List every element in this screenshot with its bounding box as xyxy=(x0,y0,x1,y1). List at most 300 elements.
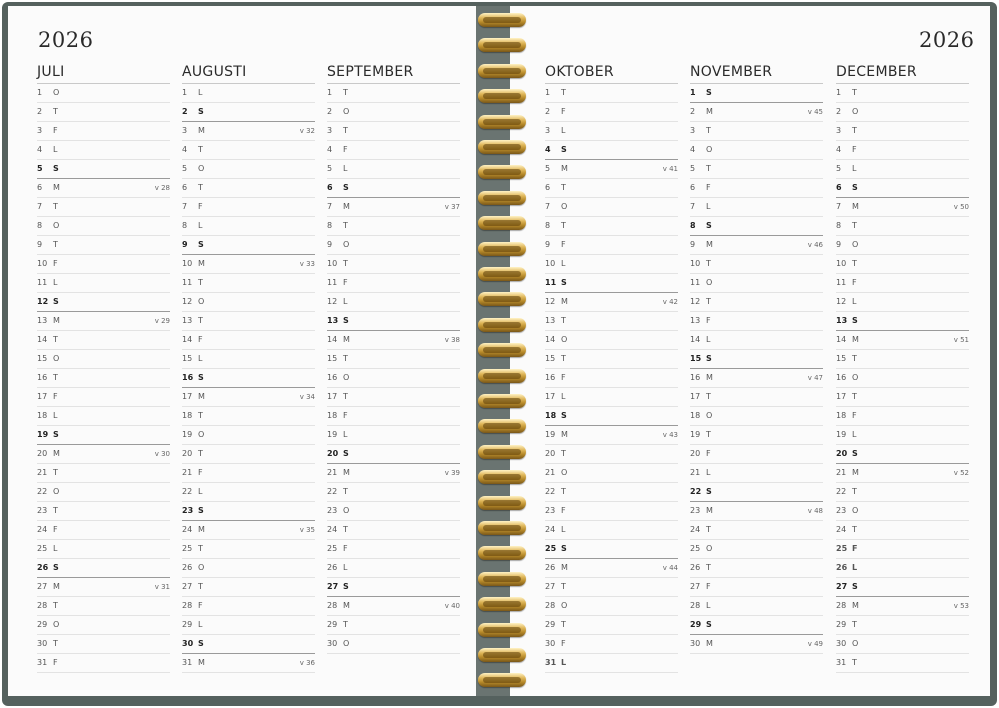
weekday-letter: L xyxy=(706,601,711,610)
weekday-letter: S xyxy=(561,278,567,287)
day-number: 26 xyxy=(37,563,49,572)
day-row xyxy=(690,521,823,540)
day-number: 23 xyxy=(37,506,48,515)
weekday-letter: T xyxy=(561,354,566,363)
month-november xyxy=(690,62,823,654)
day-row xyxy=(327,122,460,141)
day-number: 29 xyxy=(690,620,702,629)
day-number: 14 xyxy=(690,335,701,344)
weekday-letter: T xyxy=(852,221,857,230)
day-row xyxy=(545,445,678,464)
weekday-letter: M xyxy=(343,468,350,477)
day-number: 17 xyxy=(545,392,556,401)
day-row xyxy=(182,103,315,122)
weekday-letter: T xyxy=(53,107,58,116)
day-number: 29 xyxy=(37,620,48,629)
day-number: 22 xyxy=(37,487,48,496)
day-row xyxy=(182,122,315,141)
binding-ring xyxy=(478,572,526,586)
day-number: 28 xyxy=(182,601,193,610)
day-number: 24 xyxy=(37,525,48,534)
weekday-letter: L xyxy=(53,145,58,154)
day-row xyxy=(690,350,823,369)
day-number: 21 xyxy=(37,468,48,477)
day-row xyxy=(836,388,969,407)
day-number: 18 xyxy=(327,411,338,420)
day-row xyxy=(836,369,969,388)
day-row xyxy=(836,179,969,198)
day-number: 22 xyxy=(182,487,193,496)
weekday-letter: T xyxy=(343,221,348,230)
day-list xyxy=(545,84,678,673)
day-number: 11 xyxy=(545,278,557,287)
day-number: 18 xyxy=(690,411,701,420)
day-row xyxy=(545,521,678,540)
weekday-letter: S xyxy=(343,316,349,325)
day-number: 20 xyxy=(836,449,848,458)
weekday-letter: F xyxy=(198,601,203,610)
day-number: 2 xyxy=(690,107,696,116)
weekday-letter: T xyxy=(53,373,58,382)
week-number: v 49 xyxy=(807,640,823,648)
binding-ring xyxy=(478,38,526,52)
day-number: 18 xyxy=(182,411,193,420)
weekday-letter: S xyxy=(706,88,712,97)
day-number: 3 xyxy=(37,126,43,135)
day-number: 9 xyxy=(545,240,551,249)
day-row xyxy=(327,502,460,521)
day-row xyxy=(182,236,315,255)
week-number: v 52 xyxy=(953,469,969,477)
day-number: 10 xyxy=(37,259,48,268)
weekday-letter: O xyxy=(198,164,205,173)
weekday-letter: M xyxy=(53,316,60,325)
weekday-letter: O xyxy=(706,544,713,553)
day-row xyxy=(182,616,315,635)
day-number: 7 xyxy=(836,202,842,211)
binding-ring xyxy=(478,292,526,306)
day-row xyxy=(836,654,969,673)
day-row xyxy=(327,217,460,236)
day-row xyxy=(182,350,315,369)
weekday-letter: S xyxy=(198,240,204,249)
day-number: 29 xyxy=(182,620,193,629)
day-number: 17 xyxy=(327,392,338,401)
binding-ring xyxy=(478,597,526,611)
day-row xyxy=(690,445,823,464)
day-number: 17 xyxy=(836,392,847,401)
day-number: 16 xyxy=(836,373,847,382)
day-row xyxy=(37,312,170,331)
weekday-letter: F xyxy=(198,468,203,477)
day-number: 5 xyxy=(327,164,333,173)
weekday-letter: O xyxy=(561,468,568,477)
weekday-letter: T xyxy=(198,278,203,287)
day-number: 7 xyxy=(545,202,551,211)
day-number: 10 xyxy=(690,259,701,268)
day-number: 5 xyxy=(37,164,43,173)
day-row xyxy=(37,122,170,141)
day-row xyxy=(690,407,823,426)
week-number: v 29 xyxy=(154,317,170,325)
weekday-letter: T xyxy=(706,525,711,534)
day-row xyxy=(690,464,823,483)
day-number: 7 xyxy=(37,202,43,211)
day-number: 27 xyxy=(690,582,701,591)
day-row xyxy=(545,350,678,369)
day-number: 25 xyxy=(836,544,848,553)
weekday-letter: T xyxy=(706,126,711,135)
day-row xyxy=(836,103,969,122)
day-number: 8 xyxy=(182,221,188,230)
day-row xyxy=(545,198,678,217)
weekday-letter: T xyxy=(198,316,203,325)
weekday-letter: F xyxy=(561,107,566,116)
day-row xyxy=(690,540,823,559)
day-number: 17 xyxy=(690,392,701,401)
binding-ring xyxy=(478,369,526,383)
day-row xyxy=(182,483,315,502)
weekday-letter: T xyxy=(852,259,857,268)
day-row xyxy=(182,198,315,217)
binding-ring xyxy=(478,64,526,78)
day-row xyxy=(545,141,678,160)
day-number: 2 xyxy=(836,107,842,116)
day-number: 23 xyxy=(545,506,556,515)
weekday-letter: F xyxy=(561,240,566,249)
day-row xyxy=(327,597,460,616)
day-number: 11 xyxy=(690,278,701,287)
day-number: 27 xyxy=(327,582,339,591)
month-august xyxy=(182,62,315,673)
weekday-letter: T xyxy=(852,487,857,496)
day-row xyxy=(182,141,315,160)
weekday-letter: L xyxy=(852,563,858,572)
day-row xyxy=(37,388,170,407)
day-number: 28 xyxy=(836,601,847,610)
day-number: 15 xyxy=(37,354,48,363)
weekday-letter: T xyxy=(561,487,566,496)
weekday-letter: O xyxy=(343,240,350,249)
day-row xyxy=(690,616,823,635)
day-number: 3 xyxy=(836,126,842,135)
day-number: 15 xyxy=(690,354,702,363)
day-row xyxy=(182,597,315,616)
day-row xyxy=(690,103,823,122)
day-row xyxy=(182,388,315,407)
day-row xyxy=(327,179,460,198)
binding-ring xyxy=(478,216,526,230)
day-row xyxy=(690,426,823,445)
day-row xyxy=(836,559,969,578)
day-row xyxy=(327,426,460,445)
weekday-letter: O xyxy=(706,145,713,154)
day-row xyxy=(690,502,823,521)
day-row xyxy=(327,540,460,559)
weekday-letter: T xyxy=(852,354,857,363)
weekday-letter: M xyxy=(53,183,60,192)
weekday-letter: T xyxy=(53,506,58,515)
day-row xyxy=(836,502,969,521)
day-row xyxy=(37,616,170,635)
day-number: 12 xyxy=(37,297,49,306)
month-name: AUGUSTI xyxy=(182,62,315,84)
day-row xyxy=(37,331,170,350)
day-row xyxy=(690,84,823,103)
weekday-letter: O xyxy=(561,601,568,610)
weekday-letter: T xyxy=(343,487,348,496)
day-row xyxy=(836,236,969,255)
binding-ring xyxy=(478,521,526,535)
weekday-letter: M xyxy=(198,259,205,268)
binding-ring xyxy=(478,496,526,510)
day-number: 12 xyxy=(836,297,847,306)
weekday-letter: F xyxy=(706,183,711,192)
weekday-letter: O xyxy=(852,639,859,648)
day-row xyxy=(37,559,170,578)
day-row xyxy=(545,160,678,179)
weekday-letter: M xyxy=(198,392,205,401)
day-row xyxy=(690,217,823,236)
weekday-letter: T xyxy=(706,297,711,306)
weekday-letter: F xyxy=(198,202,203,211)
day-row xyxy=(37,407,170,426)
day-number: 19 xyxy=(37,430,49,439)
day-number: 13 xyxy=(327,316,339,325)
day-number: 27 xyxy=(545,582,556,591)
day-number: 30 xyxy=(836,639,847,648)
month-december xyxy=(836,62,969,673)
day-row xyxy=(37,445,170,464)
weekday-letter: S xyxy=(53,563,59,572)
weekday-letter: T xyxy=(343,126,348,135)
weekday-letter: F xyxy=(706,316,711,325)
week-number: v 33 xyxy=(299,260,315,268)
day-row xyxy=(690,179,823,198)
weekday-letter: O xyxy=(343,373,350,382)
day-number: 8 xyxy=(836,221,842,230)
day-number: 24 xyxy=(327,525,338,534)
binding-ring xyxy=(478,267,526,281)
binding-ring xyxy=(478,470,526,484)
day-number: 8 xyxy=(690,221,696,230)
week-number: v 37 xyxy=(444,203,460,211)
day-row xyxy=(690,274,823,293)
day-number: 11 xyxy=(327,278,338,287)
weekday-letter: T xyxy=(852,525,857,534)
day-number: 19 xyxy=(545,430,556,439)
weekday-letter: O xyxy=(561,202,568,211)
weekday-letter: M xyxy=(852,335,859,344)
day-number: 26 xyxy=(545,563,556,572)
day-row xyxy=(37,635,170,654)
weekday-letter: L xyxy=(198,221,203,230)
day-row xyxy=(836,217,969,236)
day-row xyxy=(182,331,315,350)
month-september xyxy=(327,62,460,654)
weekday-letter: O xyxy=(706,278,713,287)
weekday-letter: S xyxy=(53,297,59,306)
day-number: 19 xyxy=(836,430,847,439)
weekday-letter: T xyxy=(706,259,711,268)
weekday-letter: S xyxy=(343,449,349,458)
day-list xyxy=(327,84,460,654)
weekday-letter: F xyxy=(343,544,348,553)
weekday-letter: T xyxy=(53,335,58,344)
day-number: 14 xyxy=(836,335,847,344)
day-row xyxy=(37,502,170,521)
day-number: 2 xyxy=(182,107,188,116)
day-row xyxy=(37,255,170,274)
day-row xyxy=(836,426,969,445)
weekday-letter: S xyxy=(198,639,204,648)
weekday-letter: M xyxy=(706,639,713,648)
day-row xyxy=(545,331,678,350)
day-number: 6 xyxy=(327,183,333,192)
weekday-letter: O xyxy=(53,221,60,230)
day-row xyxy=(182,84,315,103)
weekday-letter: S xyxy=(852,183,858,192)
weekday-letter: M xyxy=(561,164,568,173)
weekday-letter: T xyxy=(561,316,566,325)
day-number: 6 xyxy=(690,183,696,192)
weekday-letter: O xyxy=(198,563,205,572)
weekday-letter: O xyxy=(53,487,60,496)
week-number: v 43 xyxy=(662,431,678,439)
day-row xyxy=(182,426,315,445)
weekday-letter: T xyxy=(343,392,348,401)
day-number: 27 xyxy=(182,582,193,591)
day-number: 31 xyxy=(182,658,193,667)
day-number: 24 xyxy=(182,525,193,534)
day-number: 3 xyxy=(182,126,188,135)
weekday-letter: T xyxy=(852,126,857,135)
day-number: 30 xyxy=(182,639,194,648)
weekday-letter: M xyxy=(561,430,568,439)
weekday-letter: T xyxy=(561,620,566,629)
day-row xyxy=(327,388,460,407)
weekday-letter: M xyxy=(706,107,713,116)
day-row xyxy=(182,312,315,331)
day-row xyxy=(327,559,460,578)
day-number: 22 xyxy=(327,487,338,496)
month-name: NOVEMBER xyxy=(690,62,823,84)
day-number: 31 xyxy=(836,658,847,667)
weekday-letter: F xyxy=(852,411,857,420)
day-row xyxy=(690,160,823,179)
weekday-letter: F xyxy=(852,145,857,154)
day-row xyxy=(545,369,678,388)
day-number: 5 xyxy=(545,164,551,173)
day-number: 18 xyxy=(836,411,847,420)
day-list xyxy=(836,84,969,673)
day-row xyxy=(690,369,823,388)
day-number: 14 xyxy=(545,335,556,344)
day-number: 11 xyxy=(37,278,48,287)
day-row xyxy=(182,502,315,521)
weekday-letter: F xyxy=(561,506,566,515)
weekday-letter: L xyxy=(198,354,203,363)
weekday-letter: O xyxy=(198,297,205,306)
day-number: 14 xyxy=(37,335,48,344)
day-row xyxy=(327,369,460,388)
day-number: 1 xyxy=(37,88,43,97)
weekday-letter: L xyxy=(852,297,857,306)
week-number: v 44 xyxy=(662,564,678,572)
weekday-letter: M xyxy=(561,297,568,306)
day-number: 21 xyxy=(182,468,193,477)
day-row xyxy=(690,198,823,217)
day-row xyxy=(182,274,315,293)
day-row xyxy=(182,635,315,654)
weekday-letter: M xyxy=(198,126,205,135)
day-number: 7 xyxy=(327,202,333,211)
day-number: 12 xyxy=(327,297,338,306)
day-number: 19 xyxy=(690,430,701,439)
day-row xyxy=(37,274,170,293)
week-number: v 51 xyxy=(953,336,969,344)
day-number: 17 xyxy=(182,392,193,401)
day-row xyxy=(327,312,460,331)
day-row xyxy=(545,597,678,616)
day-number: 22 xyxy=(836,487,847,496)
day-row xyxy=(545,635,678,654)
day-number: 25 xyxy=(545,544,557,553)
week-number: v 47 xyxy=(807,374,823,382)
weekday-letter: L xyxy=(706,202,711,211)
day-row xyxy=(327,464,460,483)
weekday-letter: F xyxy=(706,582,711,591)
day-number: 9 xyxy=(37,240,43,249)
weekday-letter: L xyxy=(53,278,58,287)
day-number: 24 xyxy=(836,525,847,534)
weekday-letter: L xyxy=(198,487,203,496)
weekday-letter: T xyxy=(198,411,203,420)
weekday-letter: F xyxy=(53,259,58,268)
weekday-letter: M xyxy=(706,373,713,382)
day-number: 6 xyxy=(182,183,188,192)
day-number: 4 xyxy=(182,145,188,154)
day-row xyxy=(182,521,315,540)
day-row xyxy=(690,312,823,331)
weekday-letter: L xyxy=(706,468,711,477)
weekday-letter: T xyxy=(852,88,857,97)
weekday-letter: F xyxy=(343,411,348,420)
weekday-letter: O xyxy=(561,335,568,344)
day-number: 8 xyxy=(545,221,551,230)
day-number: 16 xyxy=(690,373,701,382)
day-number: 26 xyxy=(836,563,848,572)
weekday-letter: M xyxy=(343,335,350,344)
day-number: 21 xyxy=(690,468,701,477)
day-row xyxy=(327,331,460,350)
day-row xyxy=(327,578,460,597)
weekday-letter: F xyxy=(343,278,348,287)
binding-ring xyxy=(478,419,526,433)
day-row xyxy=(545,84,678,103)
day-row xyxy=(327,236,460,255)
day-number: 29 xyxy=(836,620,847,629)
weekday-letter: L xyxy=(852,164,857,173)
weekday-letter: M xyxy=(198,525,205,534)
binding-ring xyxy=(478,242,526,256)
week-number: v 39 xyxy=(444,469,460,477)
day-number: 16 xyxy=(37,373,48,382)
weekday-letter: O xyxy=(706,411,713,420)
day-row xyxy=(836,578,969,597)
week-number: v 31 xyxy=(154,583,170,591)
weekday-letter: T xyxy=(706,563,711,572)
